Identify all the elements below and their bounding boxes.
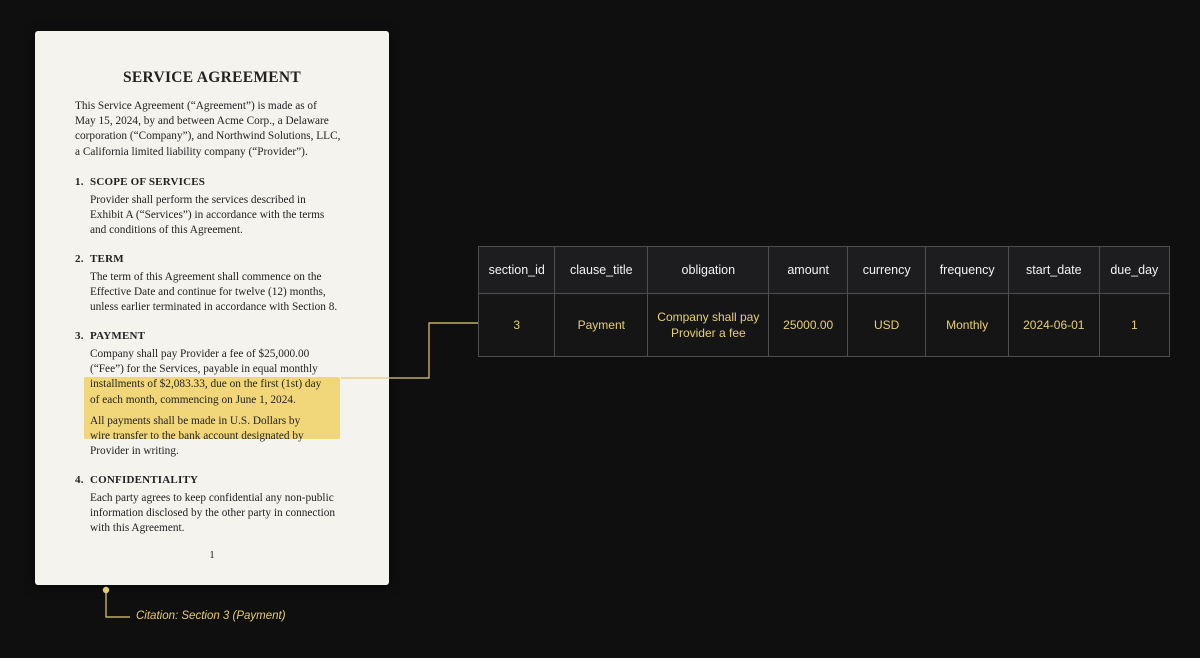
- table-cell: USD: [847, 294, 925, 357]
- table-cell: 1: [1099, 294, 1169, 357]
- column-header: amount: [769, 247, 847, 294]
- column-header: due_day: [1099, 247, 1169, 294]
- column-header: currency: [847, 247, 925, 294]
- table-cell: Payment: [555, 294, 648, 357]
- column-header: start_date: [1008, 247, 1099, 294]
- column-header: obligation: [648, 247, 769, 294]
- body-line: Effective Date and continue for twelve (12) months,: [90, 286, 326, 299]
- table-row: [479, 294, 1170, 357]
- body-line: Each party agrees to keep confidential any non-public: [90, 492, 334, 504]
- table-cell: Company shall pay Provider a fee: [648, 294, 769, 357]
- table-header-row: [479, 247, 1170, 294]
- body-line: with this Agreement.: [90, 522, 185, 535]
- body-line: wire transfer to the bank account designated by: [90, 430, 304, 443]
- body-line: Provider in writing.: [90, 445, 179, 458]
- body-line: All payments shall be made in U.S. Dollars by: [90, 415, 301, 427]
- body-line: The term of this Agreement shall commence on the: [90, 271, 322, 283]
- body-line: unless earlier terminated in accordance with Section 8.: [90, 301, 338, 314]
- highlight-to-table-connector: [341, 323, 478, 378]
- intro-line: This Service Agreement (“Agreement”) is made as of: [75, 100, 317, 112]
- intro-line: corporation (“Company”), and Northwind Solutions, LLC,: [75, 130, 341, 143]
- extraction-table: [478, 246, 1170, 357]
- body-line: Exhibit A (“Services”) in accordance with the terms: [90, 209, 325, 222]
- column-header: clause_title: [555, 247, 648, 294]
- table-cell: 3: [479, 294, 555, 357]
- body-line: Provider shall perform the services described in: [90, 194, 306, 206]
- body-line: information disclosed by the other party in connection: [90, 507, 336, 520]
- document-title: SERVICE AGREEMENT: [122, 69, 302, 86]
- citation-label: Citation: Section 3 (Payment): [136, 610, 286, 622]
- table-cell: 25000.00: [769, 294, 847, 357]
- section-number: 2.: [75, 253, 84, 265]
- highlighted-line: installments of $2,083.33, due on the first (1st) day: [90, 378, 322, 391]
- table-cell: Monthly: [926, 294, 1009, 357]
- highlighted-line: (“Fee”) for the Services, payable in equal monthly: [90, 363, 318, 376]
- section-title: CONFIDENTIALITY: [90, 474, 199, 486]
- page-number: 1: [209, 549, 215, 561]
- section-title: PAYMENT: [90, 330, 146, 342]
- intro-line: May 15, 2024, by and between Acme Corp., a Delaware: [75, 115, 329, 128]
- column-header: section_id: [479, 247, 555, 294]
- body-line: and conditions of this Agreement.: [90, 224, 243, 237]
- citation-connector: [106, 590, 130, 617]
- section-number: 1.: [75, 176, 84, 188]
- intro-line: a California limited liability company (“Provider”).: [75, 145, 308, 158]
- section-number: 3.: [75, 330, 84, 342]
- column-header: frequency: [926, 247, 1009, 294]
- section-title: TERM: [90, 253, 124, 265]
- citation-anchor-dot: [103, 587, 109, 593]
- highlighted-line: Company shall pay Provider a fee of $25,000.00: [90, 348, 310, 360]
- table-cell: 2024-06-01: [1008, 294, 1099, 357]
- section-number: 4.: [75, 474, 84, 486]
- highlighted-line: of each month, commencing on June 1, 2024.: [90, 393, 296, 406]
- section-title: SCOPE OF SERVICES: [90, 176, 206, 188]
